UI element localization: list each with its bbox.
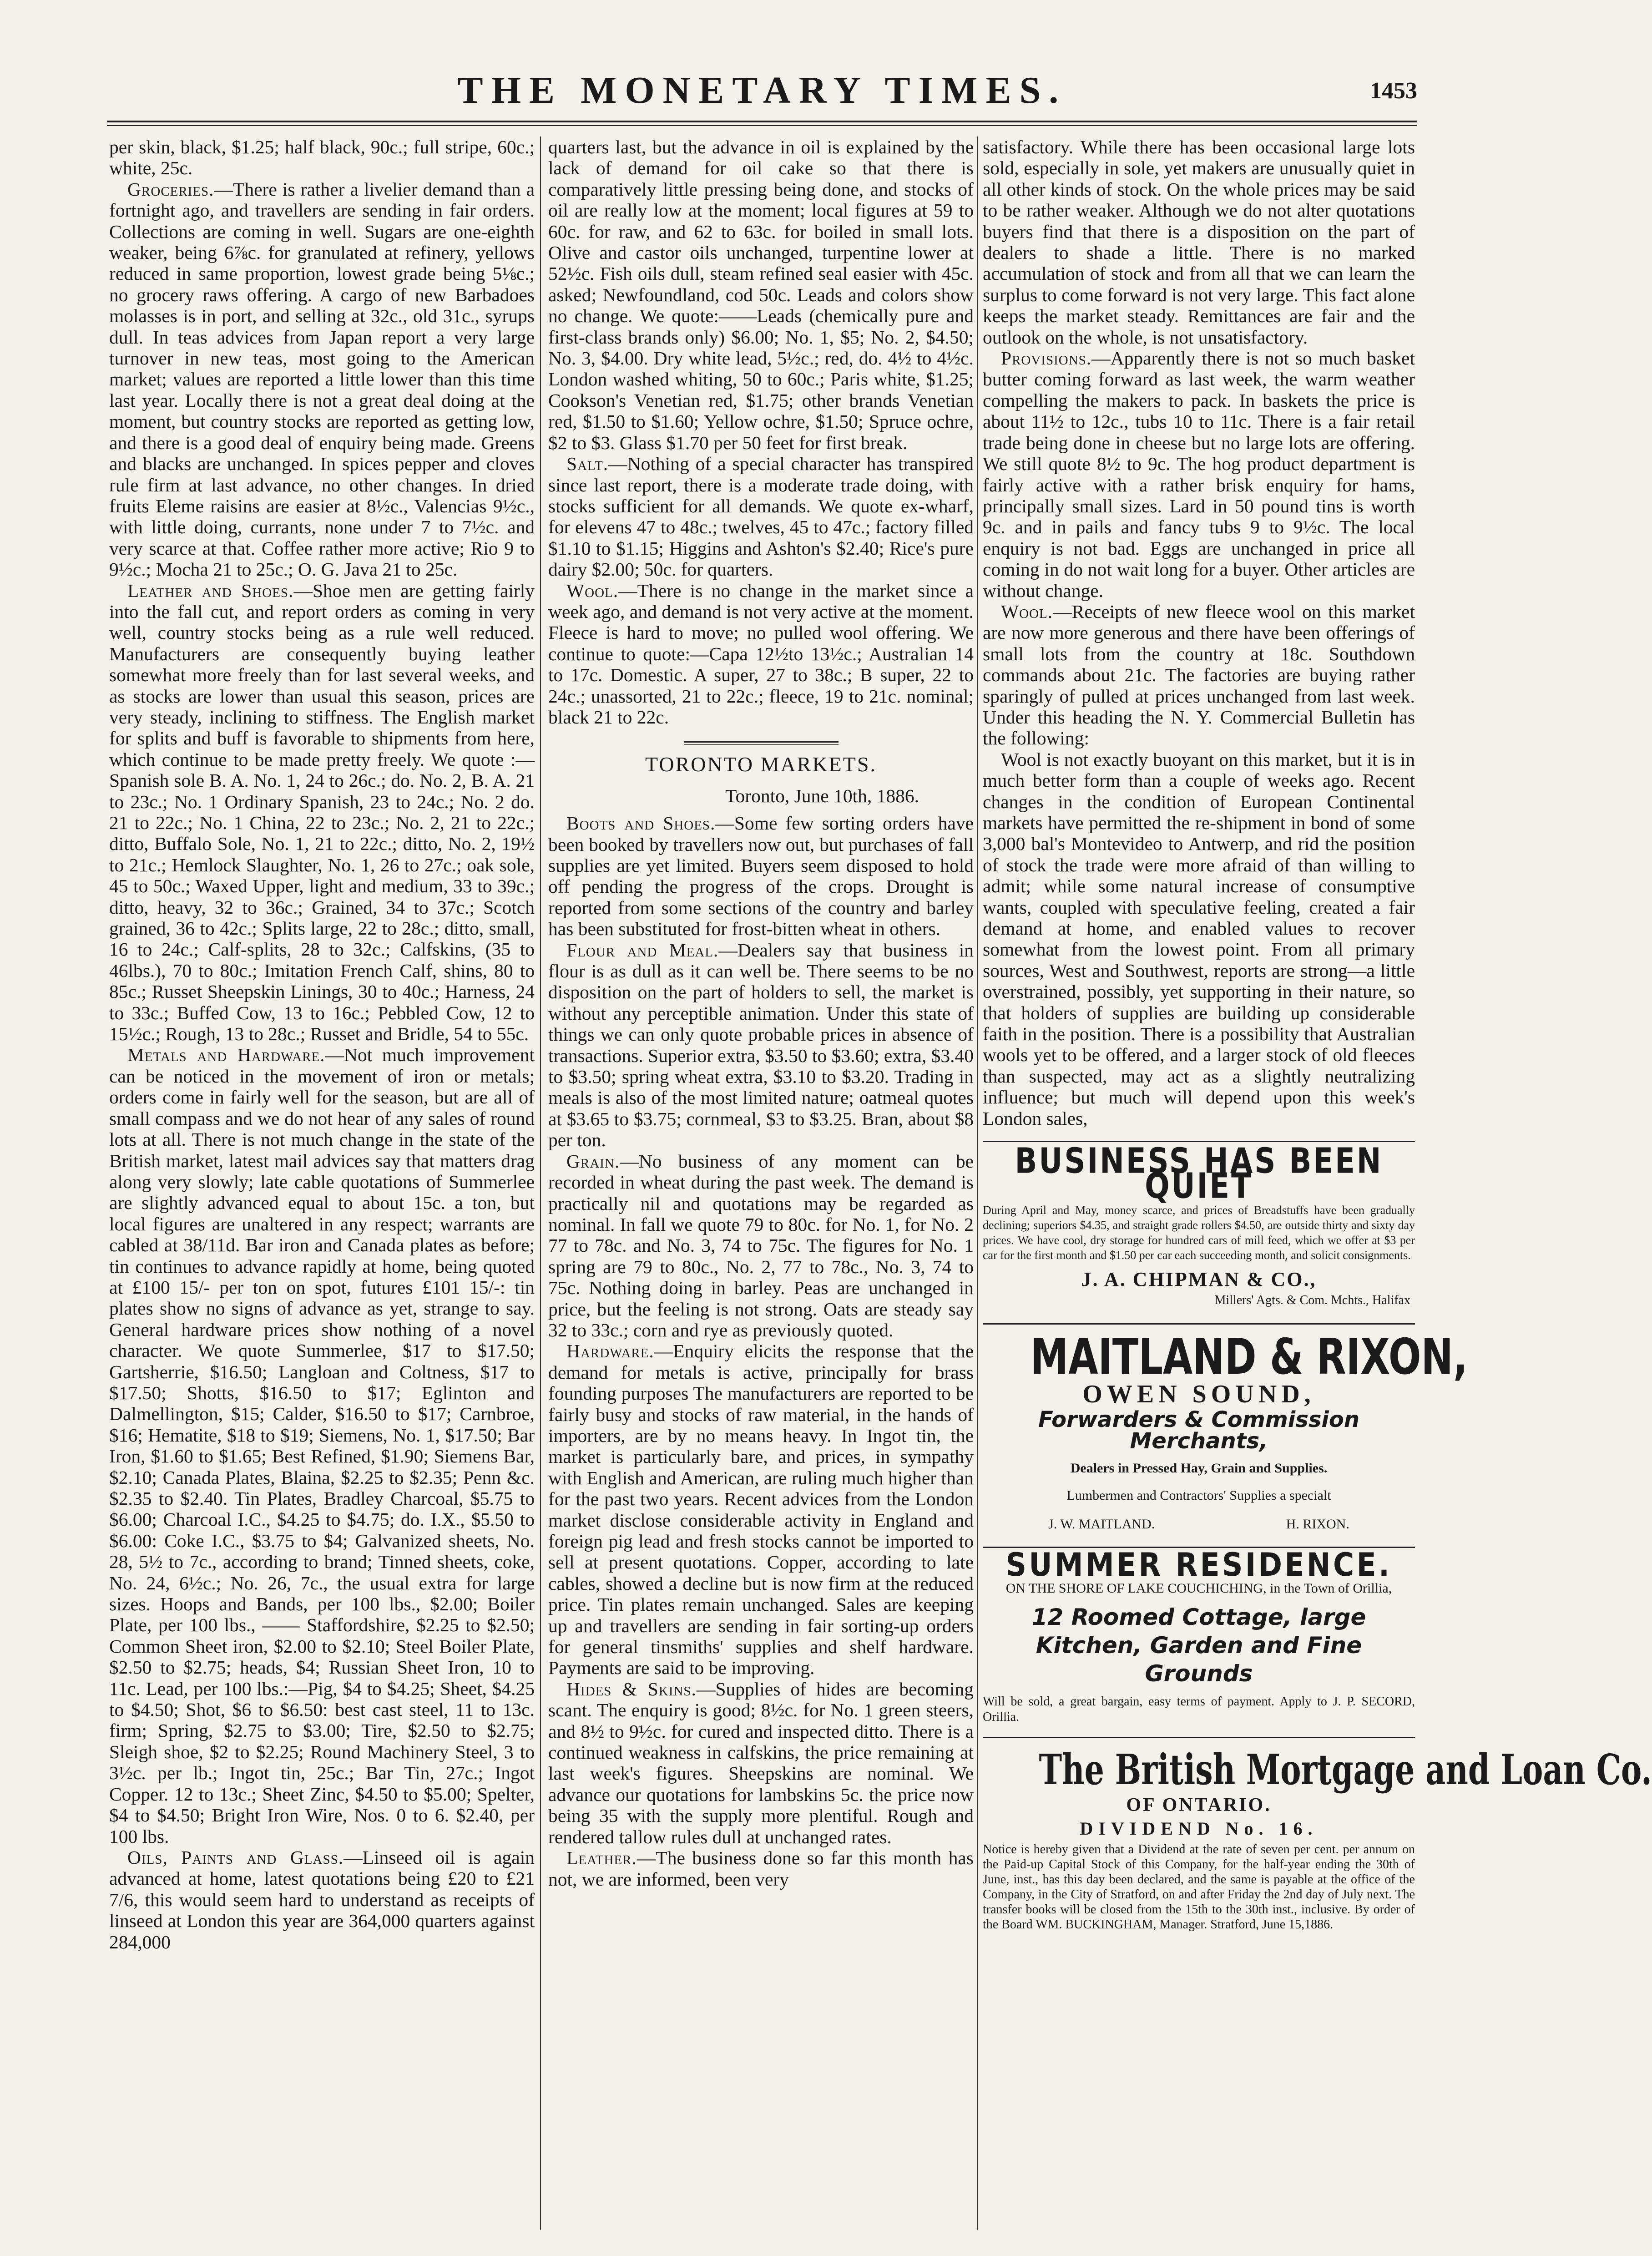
section-heading: Oils, Paints and Glass. (127, 1846, 344, 1868)
paragraph-hides (548, 1679, 974, 1847)
paragraph: per skin, black, $1.25; half black, 90c.; full stripe, 60c.; white, 25c. (109, 137, 535, 179)
paragraph-metals (109, 1044, 535, 1846)
section-heading: Groceries. (127, 178, 214, 200)
ad-headline: 12 Roomed Cottage, large Kitchen, Garden and Fine Grounds (1031, 1603, 1366, 1687)
column-divider (540, 137, 541, 2230)
ad-lumber: Lumbermen and Contractors' Supplies a specialt (1066, 1488, 1331, 1503)
ad-title: MAITLAND & RIXON, (1030, 1328, 1468, 1386)
advertisement-maitland-rixon (983, 1323, 1468, 1535)
paragraph-text: —There is no change in the market since a week ago, and demand is not very active at the moment. Fleece is hard to move; no pulled wool offering. We continue to quote:—Capa 12½to 13½c.; Australian 14 to 17c. Domestic. A super, 27 to 38c.; B super, 22 to 24c.; unassorted, 21 to 22c.; fleece, 19 to 21c. nominal; black 21 to 22c. (548, 580, 974, 728)
paragraph-text: —Dealers say that business in flour is as dull as it can well be. There seems to be no disposition on the part of holders to sell, the market is without any perceptible animation. Under this state of things we can only quote probable prices in absence of transactions. Superior extra, $3.50 to $3.60; extra, $3.40 to $3.50; spring wheat extra, $3.10 to $3.20. Trading in meals is also of the most limited nature; oatmeal quotes at $3.65 to $3.75; cornmeal, $3 to $3.25. Bran, about $8 per ton. (548, 939, 974, 1151)
column-divider (977, 137, 978, 2230)
paragraph-wool (548, 580, 974, 728)
ad-firm: J. A. CHIPMAN & CO., (1081, 1268, 1317, 1290)
ad-dealers: Dealers in Pressed Hay, Grain and Supplies. (1070, 1460, 1328, 1476)
paragraph-groceries (109, 179, 535, 580)
section-heading: Hardware. (566, 1340, 654, 1362)
section-separator (684, 741, 839, 745)
paragraph-leather (109, 580, 535, 1045)
section-heading: Grain. (566, 1150, 620, 1172)
section-heading: Hides & Skins. (566, 1678, 697, 1700)
ad-dividend: DIVIDEND No. 16. (1080, 1818, 1318, 1839)
quoted-paragraph: Wool is not exactly buoyant on this market, but it is in much better form than a couple of weeks ago. Recent changes in the condition of European Continental markets have permitted the re-shipment in bond of some 3,000 bal's Montevideo to Antwerp, and rid the position of stock the trade were more afraid of than willing to admit; while some natural increase of consumptive wants, coupled with speculative feeling, created a fair demand at home, and enabled values to recover somewhat from the lowest point. From all primary sources, West and Southwest, reports are strong—a little overstrained, possibly, yet supporting in their nature, so that holders of supplies are building up considerable faith in the position. There is a possibility that Australian wools yet to be offered, and a larger stock of old fleeces than suspected, may act as a slightly neutralizing influence; but much will depend upon this week's London sales, (983, 749, 1415, 1129)
ad-body: During April and May, money scarce, and prices of Breadstuffs have been gradually declining; superiors $4.35, and straight grade rollers $4.50, are outside thirty and sixty day prices. We have cool, dry storage for hundred cars of mill feed, which we offer at $3 per car for the first month and $1.50 per car each succeeding month, and solicit consignments. (983, 1203, 1415, 1262)
advertisement-summer-residence (983, 1547, 1415, 1725)
section-title: TORONTO MARKETS. (645, 753, 877, 776)
paragraph-text: —Some few sorting orders have been booked by travellers now out, but purchases of fall supplies are yet limited. Buyers seem disposed to hold off pending the progress of the crops. Drought is reported from some sections of the country and barley has been substituted for frost-bitten wheat in others. (548, 813, 974, 940)
page-header (107, 68, 1417, 118)
paragraph-leather (548, 1847, 974, 1890)
paragraph-oils (109, 1847, 535, 1953)
paragraph-text: —Receipts of new fleece wool on this market are now more generous and there have been offerings of small lots from the country at 18c. Southdown commands about 21c. The factories are buying rather sparingly of pulled at prices unchanged from last week. Under this heading the N. Y. Commercial Bulletin has the following: (983, 601, 1415, 749)
column-3 (983, 137, 1652, 2230)
advertisement-chipman (983, 1141, 1415, 1311)
paragraph-salt (548, 453, 974, 580)
ad-firm-subtitle: Millers' Agts. & Com. Mchts., Halifax (1214, 1293, 1410, 1308)
ad-title: BUSINESS HAS BEEN QUIET (1015, 1141, 1383, 1207)
section-heading: Salt. (566, 453, 609, 475)
paragraph-boots (548, 813, 974, 939)
paragraph-text: —The business done so far this month has not, we are informed, been very (548, 1847, 974, 1890)
ad-name: H. RIXON. (1286, 1516, 1349, 1532)
paragraph-text: —No business of any moment can be recorded in wheat during the past week. The demand is practically nil and quotations may be regarded as nominal. In fall we quote 79 to 80c. for No. 1, for No. 2 77 to 78c. and No. 3, 74 to 75c. The figures for No. 1 spring are 79 to 80c., No. 2, 77 to 78c., No. 3, 74 to 75c. Nothing doing in barley. Peas are unchanged in price, but the feeling is not strong. Oats are steady say 32 to 33c.; corn and rye as previously quoted. (548, 1150, 974, 1340)
section-heading: Boots and Shoes. (566, 813, 716, 834)
column-2 (548, 137, 974, 2230)
paragraph-text: —Nothing of a special character has transpired since last report, there is a moderate trade doing, with stocks sufficient for all demands. We quote ex-wharf, for elevens 47 to 48c.; twelves, 45 to 47c.; factory filled $1.10 to $1.15; Higgins and Ashton's $2.40; Rice's pure dairy $2.00; 50c. for quarters. (548, 453, 974, 580)
ad-body: Will be sold, a great bargain, easy terms of payment. Apply to J. P. SECORD, Orillia. (983, 1694, 1415, 1724)
ad-tagline: Forwarders & Commission Merchants, (1038, 1407, 1359, 1454)
paragraph-text: —There is rather a livelier demand than a fortnight ago, and travellers are sending in fair orders. Collections are coming in well. Sugars are one-eighth weaker, being 6⅞c. for granulated at refinery, yellows reduced in same proportion, lowest grade being 5⅛c.; no grocery raws offering. A cargo of new Barbadoes molasses is in port, and selling at 32c., old 31c., syrups dull. In teas advices from Japan report a very large turnover in new teas, most going to the American market; values are reported a little lower than this time last year. Locally there is not a great deal doing at the moment, but country stocks are reported as getting low, and there is a good deal of enquiry being made. Greens and blacks are unchanged. In spices pepper and cloves rule firm at last advance, no other changes. In dried fruits Eleme raisins are easier at 8½c., Valencias 9½c., with little doing, currants, none under 7 to 7½c. and very scarce at that. Coffee rather more active; Rio 9 to 9½c.; Mocha 21 to 25c.; O. G. Java 21 to 25c. (109, 178, 535, 580)
paragraph-text: —Apparently there is not so much basket butter coming forward as last week, the warm weather compelling the makers to pack. In baskets the price is about 11½ to 12c., tubs 10 to 11c. There is a fair retail trade being done in cheese but no large lots are offering. We still quote 8½ to 9c. The hog product department is fairly active with a rather brisk enquiry for hams, principally small sizes. Lard in 50 pound tins is worth 9c. and in pails and fancy tubs 9 to 9½c. The local enquiry is not bad. Eggs are unchanged in price all coming in do not wait long for a buyer. Other articles are without change. (983, 348, 1415, 601)
ad-title: The British Mortgage and Loan Co. (1039, 1745, 1652, 1794)
section-heading: Provisions. (1001, 348, 1092, 369)
section-heading: Metals and Hardware. (127, 1044, 325, 1066)
paragraph-grain (548, 1151, 974, 1341)
column-1 (109, 137, 535, 2230)
section-heading: Flour and Meal. (566, 939, 719, 961)
paragraph-text: —Supplies of hides are becoming scant. The enquiry is good; 8½c. for No. 1 green steers, and 8½ to 9½c. for cured and inspected ditto. There is a continued weakness in calfskins, the price remaining at last week's figures. Sheepskins are nominal. We advance our quotations for lambskins 5c. the price now being 35 with the supply more plentiful. Rough and rendered tallow rules dull at unchanged rates. (548, 1678, 974, 1847)
section-heading: Wool. (566, 580, 619, 601)
masthead: THE MONETARY TIMES. (457, 69, 1067, 111)
paragraph-text: —Not much improvement can be noticed in the movement of iron or metals; orders come in fairly well for the season, but are all of small compass and we do not hear of any sales of round lots at all. There is not much change in the state of the British market, latest mail advices say that matters drag along very slowly; late cable quotations of Summerlee are slightly advanced equal to about 15c. a ton, but local figures are unaltered in any respect; warrants are cabled at 38/11d. Bar iron and Canada plates as before; tin continues to advance rapidly at home, being quoted at £100 15/- per ton on spot, futures £101 15/-: tin plates show no signs of advance as yet, strange to say. General hardware prices show nothing of a novel character. We quote Summerlee, $17 to $17.50; Gartsherrie, $16.50; Langloan and Coltness, $17 to $17.50; Shotts, $16.50 to $17; Eglinton and Dalmellington, $15; Calder, $16.50 to $17; Carnbroe, $16; Hematite, $18 to $19; Siemens, No. 1, $17.50; Bar Iron, $1.60 to $1.65; Best Refined, $1.90; Siemens Bar, $2.10; Canada Plates, Blaina, $2.25 to $2.35; Penn &c. $2.35 to $2.40. Tin Plates, Bradley Charcoal, $5.75 to $6.00; Charcoal I.C., $4.25 to $4.75; do. I.X., $5.50 to $6.00: Coke I.C., $3.75 to $4; Galvanized sheets, No. 28, 5½ to 7c., according to brand; Tinned sheets, coke, No. 24, 6½c.; No. 26, 7c., the usual extra for large sizes. Hoops and Bands, per 100 lbs., $2.00; Boiler Plate, per 100 lbs., —— Staffordshire, $2.25 to $2.50; Common Sheet iron, $2.00 to $2.10; Steel Boiler Plate, $2.50 to $2.75; heads, $4; Russian Sheet Iron, 10 to 11c. Lead, per 100 lbs.:—Pig, $4 to $4.25; Sheet, $4.25 to $4.50; Shot, $6 to $6.50: best cast steel, 11 to 13c. firm; Spring, $2.75 to $3.00; Tire, $2.50 to $2.75; Sleigh shoe, $2 to $2.25; Round Machinery Steel, 3 to 3½c. per lb.; Ingot tin, 25c.; Bar Tin, 27c.; Ingot Copper. 12 to 13c.; Sheet Zinc, $4.50 to $5.00; Spelter, $4 to $4.50; Bright Iron Wire, Nos. 0 to 6. $2.40, per 100 lbs. (109, 1044, 535, 1847)
paragraph-hardware (548, 1340, 974, 1679)
section-heading: Leather and Shoes. (127, 580, 294, 601)
advertisement-british-mortgage (983, 1737, 1652, 1932)
header-rule (107, 121, 1417, 126)
page-number: 1453 (1370, 78, 1417, 104)
dateline: Toronto, June 10th, 1886. (725, 785, 919, 806)
ad-name: J. W. MAITLAND. (1048, 1516, 1155, 1532)
paragraph-text: —Linseed oil is again advanced at home, latest quotations being £20 to £21 7/6, this would seem hard to understand as receipts of linseed at London this year are 364,000 quarters against 284,000 (109, 1846, 535, 1953)
ad-title: SUMMER RESIDENCE. (1005, 1546, 1392, 1584)
paragraph-text: —Shoe men are getting fairly into the fall cut, and report orders as coming in very well, country stocks being as a rule well reduced. Manufacturers are consequently buying leather somewhat more freely than for last several weeks, and as stocks are lower than usual this season, prices are very steady, inclining to stiffness. The English market for splits and buff is favorable to shipments from here, which continue to be made pretty freely. We quote :—Spanish sole B. A. No. 1, 24 to 26c.; do. No. 2, B. A. 21 to 23c.; No. 1 Ordinary Spanish, 23 to 24c.; No. 2 do. 21 to 22c.; No. 1 China, 22 to 23c.; No. 2, 21 to 22c.; ditto, Buffalo Sole, No. 1, 21 to 22c.; ditto, No. 2, 19½ to 21c.; Hemlock Slaughter, No. 1, 26 to 27c.; oak sole, 45 to 50c.; Waxed Upper, light and medium, 33 to 39c.; ditto, heavy, 32 to 36c.; Grained, 34 to 37c.; Scotch grained, 36 to 42c.; Splits large, 22 to 28c.; ditto, small, 16 to 24c.; Calf-splits, 28 to 32c.; Calfskins, (35 to 46lbs.), 70 to 80c.; Imitation French Calf, shins, 80 to 85c.; Russet Sheepskin Linings, 30 to 40c.; Harness, 24 to 33c.; Buffed Cow, 13 to 16c.; Pebbled Cow, 12 to 15½c.; Rough, 13 to 28c.; Russet and Bridle, 54 to 55c. (109, 580, 535, 1045)
paragraph-text: —Enquiry elicits the response that the demand for metals is active, principally for brass founding purposes The manufacturers are reported to be fairly busy and stocks of raw material, in the hands of importers, are by no means heavy. In Ingot tin, the market is particularly bare, and prices, in sympathy with English and American, are ruling much higher than for the past two years. Recent advices from the London market disclose considerable activity in England and foreign pig lead and fresh stocks cannot be imported to sell at present quotations. Copper, according to late cables, showed a decline but is now firm at the reduced price. Tin plates remain unchanged. Sales are keeping up and travellers are sending in fair sorting-up orders for general tinsmiths' supplies and shelf hardware. Payments are said to be improving. (548, 1340, 974, 1679)
ad-city: OWEN SOUND, (1082, 1380, 1315, 1408)
paragraph-provisions (983, 348, 1415, 601)
ad-location: ON THE SHORE OF LAKE COUCHICHING, in the Town of Orillia, (1005, 1580, 1392, 1596)
ad-names (983, 1514, 1415, 1535)
paragraph-flour (548, 940, 974, 1151)
paragraph: satisfactory. While there has been occasional large lots sold, especially in sole, yet makers are unusually quiet in all other kinds of stock. On the whole prices may be said to be rather weaker. Although we do not alter quotations buyers find that there is a disposition on the part of dealers to shade a little. There is no marked accumulation of stock and from all that we can learn the surplus to come forward is not very large. This fact alone keeps the market steady. Remittances are fair and the outlook on the whole, is not unsatisfactory. (983, 137, 1415, 348)
ad-subtitle: OF ONTARIO. (1126, 1794, 1272, 1816)
section-heading: Wool. (1001, 601, 1053, 622)
section-heading: Leather. (566, 1847, 637, 1869)
ad-notice: Notice is hereby given that a Dividend at the rate of seven per cent. per annum on the Paid-up Capital Stock of this Company, for the half-year ending the 30th of June, inst., has this day been declared, and the same is payable at the office of the Company, in the City of Stratford, on and after Friday the 2nd day of July next. The transfer books will be closed from the 15th to the 30th inst., inclusive. By order of the Board WM. BUCKINGHAM, Manager. Stratford, June 15,1886. (983, 1842, 1415, 1932)
paragraph: quarters last, but the advance in oil is explained by the lack of demand for oil cake so that there is comparatively little pressing being done, and stocks of oil are really low at the moment; local figures at 59 to 60c. for raw, and 62 to 63c. for boiled in small lots. Olive and castor oils unchanged, turpentine lower at 52½c. Fish oils dull, steam refined seal easier with 45c. asked; Newfoundland, cod 50c. Leads and colors show no change. We quote:——Leads (chemically pure and first-class brands only) $6.00; No. 1, $5; No. 2, $4.50; No. 3, $4.00. Dry white lead, 5½c.; red, do. 4½ to 4½c. London washed whiting, 50 to 60c.; Paris white, $1.25; Cookson's Venetian red, $1.75; other brands Venetian red, $1.50 to $1.60; Yellow ochre, $1.50; Spruce ochre, $2 to $3. Glass $1.70 per 50 feet for first break. (548, 137, 974, 453)
paragraph-wool (983, 601, 1415, 749)
